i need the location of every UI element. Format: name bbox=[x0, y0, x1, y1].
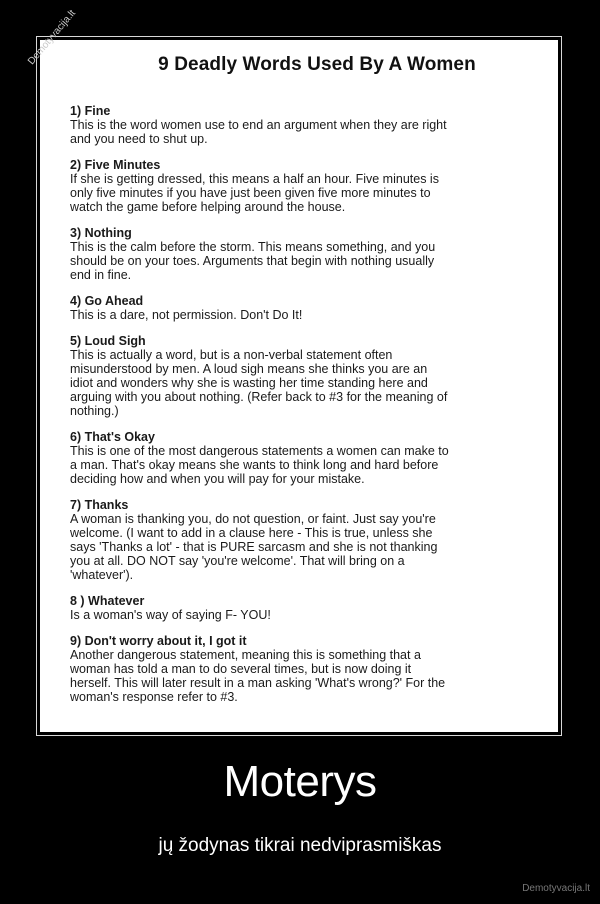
item-text: This is the word women use to end an argument when they are right and you need to shut up. bbox=[70, 118, 447, 146]
watermark-text: Demotyvacija.lt bbox=[26, 8, 79, 68]
item-heading: 7) Thanks bbox=[70, 498, 129, 512]
list-item bbox=[70, 104, 530, 146]
item-heading: 4) Go Ahead bbox=[70, 294, 144, 308]
item-heading: 6) That's Okay bbox=[70, 430, 155, 444]
item-text: This is actually a word, but is a non-verbal statement often misunderstood by men. A loud sigh means she thinks you are an idiot and wonders why she is wasting her time standing here and arguing with you about nothing. (Refer back to #3 for the meaning of nothing.) bbox=[70, 348, 448, 418]
word-list bbox=[70, 104, 530, 704]
item-text: Another dangerous statement, meaning this is something that a woman has told a man to do several times, but is now doing it herself. This will later result in a man asking 'What's wrong?' For the woman's response refer to #3. bbox=[70, 648, 446, 704]
poster-frame bbox=[26, 8, 562, 736]
poster-title: 9 Deadly Words Used By A Women bbox=[158, 54, 476, 75]
item-heading: 9) Don't worry about it, I got it bbox=[70, 634, 247, 648]
list-item bbox=[70, 294, 530, 322]
poster-card bbox=[26, 8, 558, 732]
item-heading: 1) Fine bbox=[70, 104, 111, 118]
caption-subtitle: jų žodynas tikrai nedviprasmiškas bbox=[158, 835, 442, 856]
list-item bbox=[70, 594, 530, 622]
item-text: This is the calm before the storm. This means something, and you should be on your toes. Arguments that begin with nothing usually end in fine. bbox=[70, 240, 436, 282]
list-item bbox=[70, 226, 530, 282]
list-item bbox=[70, 334, 530, 418]
item-heading: 5) Loud Sigh bbox=[70, 334, 146, 348]
site-watermark: Demotyvacija.lt bbox=[522, 883, 590, 894]
item-text: Is a woman's way of saying F- YOU! bbox=[70, 608, 271, 622]
list-item bbox=[70, 634, 530, 704]
item-text: This is one of the most dangerous statements a women can make to a man. That's okay means she wants to think long and hard before deciding how and when you will pay for your mistake. bbox=[70, 444, 449, 486]
item-heading: 3) Nothing bbox=[70, 226, 132, 240]
item-text: A woman is thanking you, do not question, or faint. Just say you're welcome. (I want to add in a clause here - This is true, unless she says 'Thanks a lot' - that is PURE sarcasm and she is not thanking you at all. DO NOT say 'you're welcome'. That will bring on a 'whatever'). bbox=[70, 512, 438, 582]
list-item bbox=[70, 430, 530, 486]
list-item bbox=[70, 498, 530, 582]
item-heading: 8 ) Whatever bbox=[70, 594, 145, 608]
item-heading: 2) Five Minutes bbox=[70, 158, 161, 172]
list-item bbox=[70, 158, 530, 214]
item-text: This is a dare, not permission. Don't Do It! bbox=[70, 308, 303, 322]
item-text: If she is getting dressed, this means a half an hour. Five minutes is only five minutes if you have just been given five more minutes to watch the game before helping around the house. bbox=[70, 172, 439, 214]
caption-title: Moterys bbox=[223, 757, 377, 806]
